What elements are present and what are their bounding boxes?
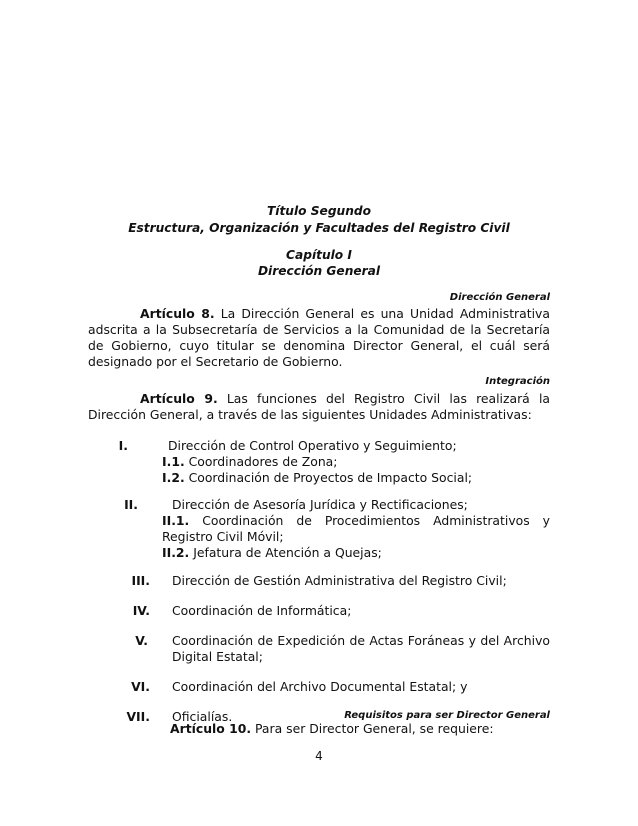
unit-text: Coordinación de Informática; (172, 603, 352, 618)
unit-text: Dirección de Control Operativo y Seguimiento; (168, 438, 457, 453)
article-8-label: Artículo 8. (140, 306, 215, 321)
chapter: Capítulo I (286, 248, 352, 262)
document-page (88, 0, 550, 826)
article-9-label: Artículo 9. (140, 391, 218, 406)
article-10-label: Artículo 10. (170, 721, 252, 736)
sub-item: II.1. Coordinación de Procedimientos Administrativos y Registro Civil Móvil; (162, 513, 550, 544)
side-heading-art10: Requisitos para ser Director General (344, 710, 550, 721)
sub-item: I.1. Coordinadores de Zona; (162, 454, 338, 469)
unit-number: IV. (132, 603, 150, 618)
unit-number: VI. (131, 679, 150, 694)
unit-number: II. (124, 497, 138, 512)
unit-number: V. (135, 633, 148, 648)
side-heading-art8: Dirección General (449, 292, 550, 303)
article-8-text: La Dirección General es una Unidad Administrativa adscrita a la Subsecretaría de Servicios a la Comunidad de la Secretaría de Gobierno, cuyo titular se denomina Director General, el cuál será designado por el Secretario de Gobierno. (88, 306, 550, 369)
chapter-name: Dirección General (257, 264, 381, 278)
unit-number: III. (131, 573, 150, 588)
unit-text: Coordinación de Expedición de Actas Foráneas y del Archivo Digital Estatal; (172, 633, 550, 664)
unit-text: Oficialías. (172, 709, 233, 724)
sub-item: II.2. Jefatura de Atención a Quejas; (162, 545, 382, 560)
article-8 (88, 306, 550, 370)
article-10-text: Para ser Director General, se requiere: (251, 721, 494, 736)
article-9-text: Las funciones del Registro Civil las realizará la Dirección General, a través de las siguientes Unidades Administrativas: (88, 391, 550, 422)
unit-text: Dirección de Asesoría Jurídica y Rectificaciones; (172, 497, 468, 512)
unit-number: VII. (126, 709, 150, 724)
title: Título Segundo (266, 204, 371, 218)
page-number: 4 (315, 749, 323, 763)
unit-text: Coordinación del Archivo Documental Estatal; y (172, 679, 468, 694)
unit-text: Dirección de Gestión Administrativa del Registro Civil; (172, 573, 507, 588)
article-10 (170, 721, 494, 737)
side-heading-art9: Integración (485, 376, 550, 387)
sub-item: I.2. Coordinación de Proyectos de Impacto Social; (162, 470, 473, 485)
unit-number: I. (118, 438, 128, 453)
subtitle: Estructura, Organización y Facultades del Registro Civil (128, 221, 510, 235)
article-9 (88, 391, 550, 423)
